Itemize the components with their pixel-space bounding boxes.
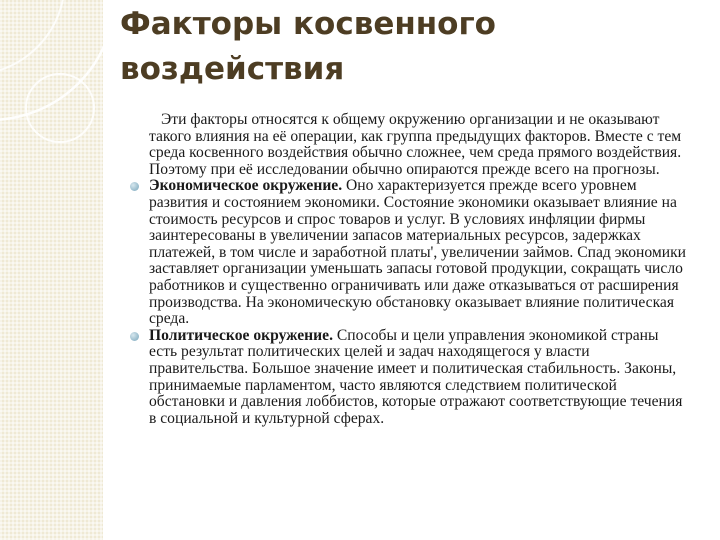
list-item [130,328,690,428]
slide-title: Факторы косвенного воздействия [120,6,496,87]
list-item [130,178,690,327]
slide-body [130,112,690,427]
bullet-icon [130,182,139,191]
intro-paragraph: Эти факторы относятся к общему окружению организации и не оказывают такого влияния на её операции, как группа предыдущих факторов. Вместе с тем среда косвенного воздействия обычно сложнее, чем среда прямого воздействия. Поэтому при её исследовании обычно опираются прежде всего на прогнозы. [149,111,682,178]
item-term: Экономическое окружение. [149,177,343,195]
decorative-sidebar [0,0,103,540]
sidebar-divider [103,0,106,540]
bullet-icon [130,332,139,341]
item-term: Политическое окружение. [149,326,333,344]
item-text: Способы и цели управления экономикой страны есть результат политических целей и задач находящегося у власти правительства. Большое значение имеет и политическая стабильность. Законы, принимаемые парламентом, часто являются следствием политической обстановки и давления лоббистов, которые отражают соответствующие течения в социальной и культурной сферах. [149,326,683,427]
item-text: Оно характеризуется прежде всего уровнем развития и состоянием экономики. Состояние экономики оказывает влияние на стоимость ресурсов и спрос товаров и услуг. В условиях инфляции фирмы заинтересованы в увеличении запасов материальных ресурсов, задержках платежей, в том числе и заработной платы', увеличении займов. Спад экономики заставляет организации уменьшать запасы готовой продукции, сокращать число работников и существенно ограничивать или даже отказываться от расширения производства. На экономическую обстановку оказывает влияние политическая среда. [149,177,686,328]
